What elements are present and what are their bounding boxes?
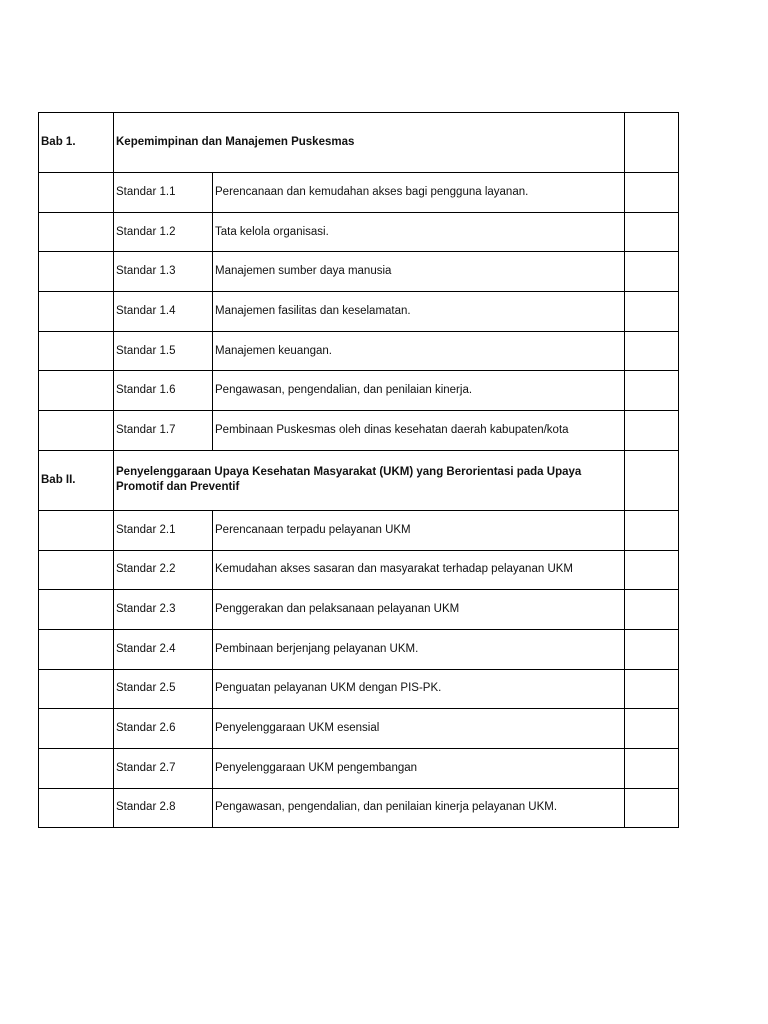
chapter-title: Kepemimpinan dan Manajemen Puskesmas — [114, 113, 625, 173]
empty-cell — [625, 113, 679, 173]
standard-code: Standar 2.2 — [114, 550, 213, 590]
standard-description: Manajemen sumber daya manusia — [213, 252, 625, 292]
standard-code: Standar 2.3 — [114, 590, 213, 630]
empty-cell — [625, 590, 679, 630]
standard-row — [39, 788, 679, 828]
empty-cell — [39, 709, 114, 749]
standard-row — [39, 709, 679, 749]
standard-description: Penyelenggaraan UKM esensial — [213, 709, 625, 749]
standard-code: Standar 1.1 — [114, 173, 213, 213]
empty-cell — [39, 590, 114, 630]
standard-description: Manajemen keuangan. — [213, 331, 625, 371]
standard-row — [39, 550, 679, 590]
standard-description: Pengawasan, pengendalian, dan penilaian kinerja. — [213, 371, 625, 411]
empty-cell — [625, 450, 679, 510]
standard-row — [39, 748, 679, 788]
standard-code: Standar 2.8 — [114, 788, 213, 828]
empty-cell — [625, 173, 679, 213]
empty-cell — [625, 292, 679, 332]
empty-cell — [625, 629, 679, 669]
empty-cell — [39, 292, 114, 332]
chapter-row — [39, 450, 679, 510]
standard-code: Standar 1.4 — [114, 292, 213, 332]
standard-row — [39, 292, 679, 332]
empty-cell — [625, 331, 679, 371]
chapter-number: Bab 1. — [39, 113, 114, 173]
standard-row — [39, 252, 679, 292]
empty-cell — [39, 331, 114, 371]
empty-cell — [39, 669, 114, 709]
empty-cell — [625, 371, 679, 411]
standard-code: Standar 2.5 — [114, 669, 213, 709]
empty-cell — [625, 550, 679, 590]
standard-code: Standar 2.4 — [114, 629, 213, 669]
standard-code: Standar 2.7 — [114, 748, 213, 788]
standard-description: Pembinaan Puskesmas oleh dinas kesehatan daerah kabupaten/kota — [213, 411, 625, 451]
standard-description: Pembinaan berjenjang pelayanan UKM. — [213, 629, 625, 669]
standard-row — [39, 212, 679, 252]
empty-cell — [625, 709, 679, 749]
standard-description: Penggerakan dan pelaksanaan pelayanan UKM — [213, 590, 625, 630]
standard-description: Perencanaan dan kemudahan akses bagi pengguna layanan. — [213, 173, 625, 213]
standard-code: Standar 1.6 — [114, 371, 213, 411]
standard-description: Penyelenggaraan UKM pengembangan — [213, 748, 625, 788]
standard-row — [39, 371, 679, 411]
chapter-row — [39, 113, 679, 173]
standard-description: Penguatan pelayanan UKM dengan PIS-PK. — [213, 669, 625, 709]
empty-cell — [39, 788, 114, 828]
standard-row — [39, 510, 679, 550]
empty-cell — [625, 252, 679, 292]
chapter-number: Bab II. — [39, 450, 114, 510]
empty-cell — [39, 212, 114, 252]
empty-cell — [39, 748, 114, 788]
chapter-title: Penyelenggaraan Upaya Kesehatan Masyarakat (UKM) yang Berorientasi pada Upaya Promotif dan Preventif — [114, 450, 625, 510]
standard-description: Kemudahan akses sasaran dan masyarakat terhadap pelayanan UKM — [213, 550, 625, 590]
standard-row — [39, 669, 679, 709]
standards-table — [38, 112, 679, 828]
standard-code: Standar 1.7 — [114, 411, 213, 451]
standard-code: Standar 1.3 — [114, 252, 213, 292]
empty-cell — [625, 510, 679, 550]
standard-row — [39, 629, 679, 669]
standard-code: Standar 2.6 — [114, 709, 213, 749]
empty-cell — [39, 173, 114, 213]
empty-cell — [39, 510, 114, 550]
standard-row — [39, 590, 679, 630]
standard-code: Standar 2.1 — [114, 510, 213, 550]
empty-cell — [625, 669, 679, 709]
empty-cell — [39, 252, 114, 292]
standard-code: Standar 1.2 — [114, 212, 213, 252]
empty-cell — [39, 411, 114, 451]
standard-row — [39, 173, 679, 213]
standard-description: Pengawasan, pengendalian, dan penilaian kinerja pelayanan UKM. — [213, 788, 625, 828]
empty-cell — [39, 629, 114, 669]
standard-description: Tata kelola organisasi. — [213, 212, 625, 252]
standard-description: Perencanaan terpadu pelayanan UKM — [213, 510, 625, 550]
empty-cell — [625, 411, 679, 451]
standards-table-body — [39, 113, 679, 828]
standard-code: Standar 1.5 — [114, 331, 213, 371]
standard-row — [39, 331, 679, 371]
empty-cell — [625, 212, 679, 252]
empty-cell — [39, 371, 114, 411]
standard-row — [39, 411, 679, 451]
empty-cell — [625, 748, 679, 788]
empty-cell — [625, 788, 679, 828]
empty-cell — [39, 550, 114, 590]
standard-description: Manajemen fasilitas dan keselamatan. — [213, 292, 625, 332]
